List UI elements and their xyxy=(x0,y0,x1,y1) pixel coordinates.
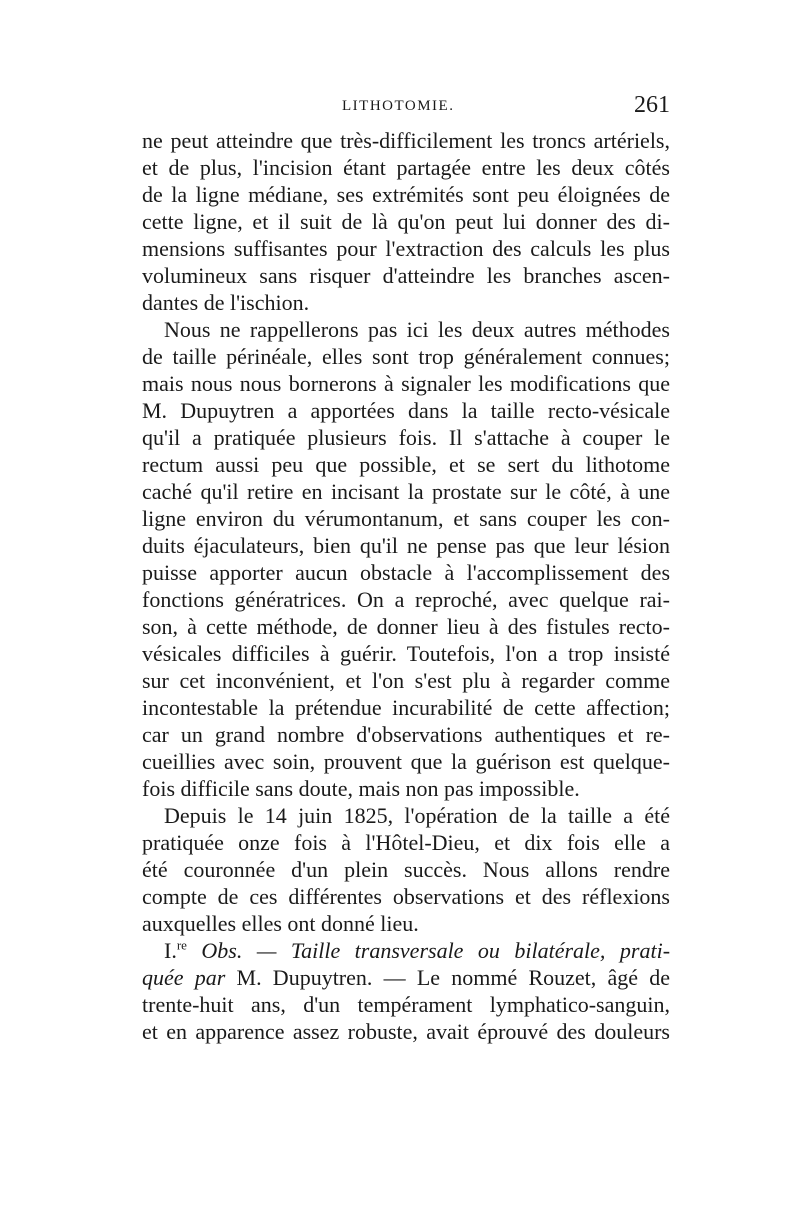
text-line: et de plus, l'incision étant partagée entre les deux côtés xyxy=(142,155,670,180)
text-line: ligne environ du vérumontanum, et sans couper les con- xyxy=(142,506,670,531)
observation-number-superscript: re xyxy=(176,937,187,953)
body-text xyxy=(142,127,670,1045)
observation-title-continued: quée par xyxy=(142,965,226,990)
text-line: sur cet inconvénient, et l'on s'est plu à regarder comme xyxy=(142,668,670,693)
text-line: mensions suffisantes pour l'extraction des calculs les plus xyxy=(142,236,670,261)
text-line: de la ligne médiane, ses extrémités sont peu éloignées de xyxy=(142,182,670,207)
text-line: Nous ne rappellerons pas ici les deux autres méthodes xyxy=(164,317,670,342)
text-line: et en apparence assez robuste, avait éprouvé des douleurs xyxy=(142,1019,670,1044)
running-title: LITHOTOMIE. xyxy=(342,98,455,114)
text-line: incontestable la prétendue incurabilité de cette affection; xyxy=(142,695,670,720)
page-header xyxy=(142,92,670,122)
observation-surgeon: M. Dupuytren. — Le nommé Rouzet, âgé de xyxy=(236,965,670,990)
observation-title: — Taille transversale ou bilatérale, prati- xyxy=(256,938,671,963)
observation-number: I. xyxy=(164,938,177,963)
text-line: caché qu'il retire en incisant la prostate sur le côté, à une xyxy=(142,479,670,504)
observation-heading xyxy=(142,937,670,964)
text-line: été couronnée d'un plein succès. Nous allons rendre xyxy=(142,857,670,882)
text-line: rectum aussi peu que possible, et se sert du lithotome xyxy=(142,452,670,477)
text-line: Depuis le 14 juin 1825, l'opération de la taille a été xyxy=(164,803,670,828)
text-line: fois difficile sans doute, mais non pas impossible. xyxy=(142,776,580,801)
text-line: cueillies avec soin, prouvent que la guérison est quelque- xyxy=(142,749,670,774)
text-line: de taille périnéale, elles sont trop généralement connues; xyxy=(142,344,670,369)
observation-label: Obs. xyxy=(201,938,243,963)
text-line: son, à cette méthode, de donner lieu à des fistules recto- xyxy=(142,614,670,639)
text-line: qu'il a pratiquée plusieurs fois. Il s'attache à couper le xyxy=(142,425,670,450)
page-number: 261 xyxy=(634,92,670,118)
text-line: compte de ces différentes observations et des réflexions xyxy=(142,884,670,909)
text-line: mais nous nous bornerons à signaler les modifications que xyxy=(142,371,670,396)
text-line: auxquelles elles ont donné lieu. xyxy=(142,911,419,936)
text-line: dantes de l'ischion. xyxy=(142,290,310,315)
text-line: car un grand nombre d'observations authentiques et re- xyxy=(142,722,670,747)
text-line: puisse apporter aucun obstacle à l'accomplissement des xyxy=(142,560,670,585)
text-line: duits éjaculateurs, bien qu'il ne pense pas que leur lésion xyxy=(142,533,670,558)
text-line: fonctions génératrices. On a reproché, avec quelque rai- xyxy=(142,587,670,612)
text-line: ne peut atteindre que très-difficilement les troncs artériels, xyxy=(142,128,670,153)
text-line: cette ligne, et il suit de là qu'on peut lui donner des di- xyxy=(142,209,670,234)
text-line: volumineux sans risquer d'atteindre les branches ascen- xyxy=(142,263,670,288)
text-line: M. Dupuytren a apportées dans la taille recto-vésicale xyxy=(142,398,670,423)
text-line xyxy=(142,964,670,991)
text-line: trente-huit ans, d'un tempérament lymphatico-sanguin, xyxy=(142,992,670,1017)
text-line: pratiquée onze fois à l'Hôtel-Dieu, et dix fois elle a xyxy=(142,830,670,855)
text-line: vésicales difficiles à guérir. Toutefois, l'on a trop insisté xyxy=(142,641,670,666)
